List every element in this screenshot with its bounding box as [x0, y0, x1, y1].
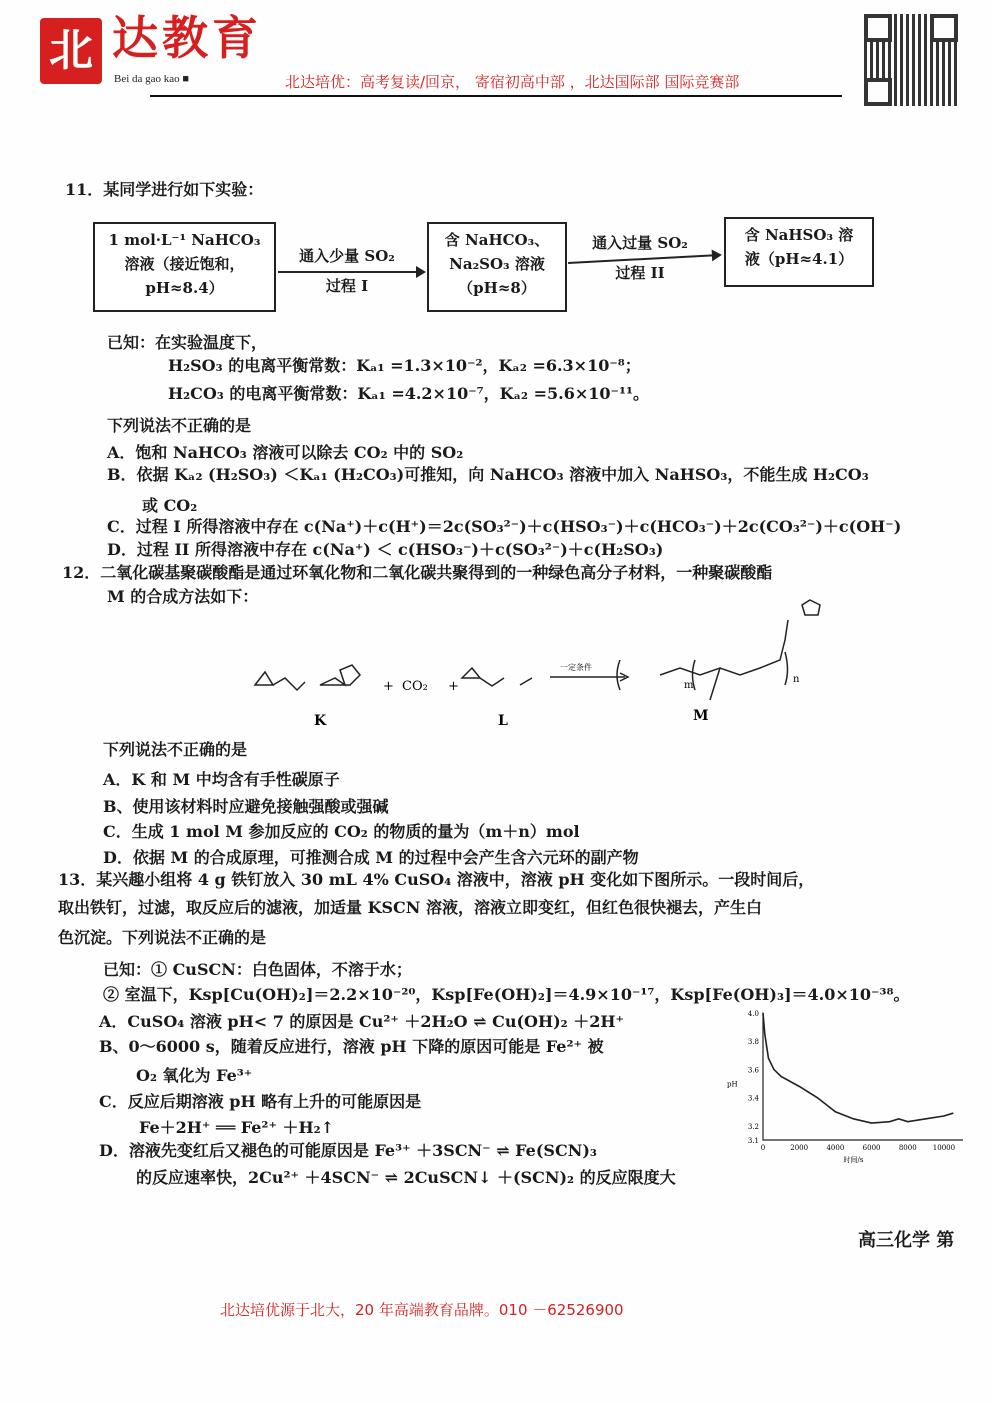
option-b-cont: O₂ 氧化为 Fe³⁺ — [136, 1066, 253, 1085]
ph-time-chart — [725, 1005, 975, 1170]
option-b-cont: 或 CO₂ — [142, 496, 198, 515]
data-point — [952, 1113, 953, 1114]
box-line: 1 mol·L⁻¹ NaHCO₃ — [108, 231, 261, 249]
arrow-process-1 — [278, 271, 424, 273]
x-axis-label: 时间/s — [843, 1156, 864, 1164]
question-13-stem-cont: 色沉淀。下列说法不正确的是 — [58, 928, 267, 947]
flow-box-3 — [724, 217, 874, 287]
x-tick-label: 6000 — [862, 1144, 881, 1152]
option-d: D．过程 II 所得溶液中存在 c(Na⁺) ＜ c(HSO₃⁻)＋c(SO₃²⁻)＋c(H₂SO₃) — [107, 540, 664, 559]
option-d: D．依据 M 的合成原理，可推测合成 M 的过程中会产生含六元环的副产物 — [103, 848, 639, 867]
data-point — [773, 1069, 774, 1070]
plus-sign: + — [448, 679, 459, 694]
label-M: M — [693, 708, 709, 724]
question-prompt: 下列说法不正确的是 — [107, 416, 252, 435]
data-point — [762, 1012, 763, 1013]
data-point — [898, 1118, 899, 1119]
subscript-n: n — [793, 674, 800, 685]
data-point — [768, 1058, 769, 1059]
flow-box-1 — [93, 222, 276, 312]
option-d: D．溶液先变红后又褪色的可能原因是 Fe³⁺ ＋3SCN⁻ ⇌ Fe(SCN)₃ — [99, 1141, 597, 1160]
x-tick-label: 4000 — [826, 1144, 845, 1152]
question-11-stem: 11．某同学进行如下实验： — [65, 180, 264, 199]
option-a: A．CuSO₄ 溶液 pH< 7 的原因是 Cu²⁺ ＋2H₂O ⇌ Cu(OH)₂ ＋2H⁺ — [99, 1012, 624, 1031]
option-c: C．生成 1 mol M 参加反应的 CO₂ 的物质的量为（m＋n）mol — [103, 822, 580, 841]
data-point — [889, 1121, 890, 1122]
x-tick-label: 10000 — [932, 1144, 956, 1152]
known-line: H₂SO₃ 的电离平衡常数：Kₐ₁ =1.3×10⁻²，Kₐ₂ =6.3×10⁻⁸； — [168, 356, 641, 375]
subscript-m: m — [684, 680, 694, 691]
box-line: 液（pH≈4.1） — [744, 250, 854, 268]
label-L: L — [498, 713, 508, 729]
data-point — [799, 1086, 800, 1087]
x-tick-label: 2000 — [790, 1144, 809, 1152]
data-point — [943, 1115, 944, 1116]
logo-text: 达教育 — [112, 11, 262, 65]
x-tick-label: 0 — [760, 1144, 766, 1152]
data-point — [780, 1076, 781, 1077]
box-line: pH≈8.4） — [145, 279, 224, 297]
footer-slogan: 北达培优源于北大，20 年高端教育品牌。010 －62526900 — [220, 1301, 624, 1319]
option-c: C．反应后期溶液 pH 略有上升的可能原因是 — [99, 1092, 422, 1111]
option-a: A．K 和 M 中均含有手性碳原子 — [103, 770, 340, 789]
qr-code-icon — [864, 14, 958, 106]
arrow-label: 通入过量 SO₂ — [592, 234, 688, 252]
box-line: 含 NaHCO₃、 — [444, 231, 550, 249]
y-tick-label: 3.8 — [747, 1038, 759, 1047]
molecule-K — [255, 665, 360, 690]
arrow-label: 过程 II — [615, 264, 665, 282]
box-line: 含 NaHSO₃ 溶 — [744, 226, 854, 244]
option-c-equation: Fe＋2H⁺ ══ Fe²⁺ ＋H₂↑ — [139, 1118, 334, 1137]
question-13-stem-cont: 取出铁钉，过滤，取反应后的滤液，加适量 KSCN 溶液，溶液立即变红，但红色很快褪去，产生白 — [58, 898, 762, 917]
known-conditions: 已知：在实验温度下， — [107, 333, 268, 352]
arrow-label: 通入少量 SO₂ — [299, 247, 395, 265]
question-12-stem-cont: M 的合成方法如下： — [107, 587, 259, 606]
data-point — [764, 1034, 765, 1035]
plus-sign: + — [383, 679, 394, 694]
co2-label: CO₂ — [402, 679, 428, 694]
y-tick-label: 4.0 — [747, 1010, 759, 1018]
question-13-stem: 13．某兴趣小组将 4 g 铁钉放入 30 mL 4% CuSO₄ 溶液中，溶液 pH 变化如下图所示。一段时间后， — [58, 870, 815, 889]
arrow-label: 过程 I — [325, 277, 369, 295]
question-12-stem: 12．二氧化碳基聚碳酸酯是通过环氧化物和二氧化碳共聚得到的一种绿色高分子材料，一种聚碳酸酯 — [62, 563, 773, 582]
y-tick-label: 3.1 — [747, 1137, 759, 1145]
header-slogan: 北达培优：高考复读/回京， 寄宿初高中部 ，北达国际部 国际竞赛部 — [285, 73, 740, 91]
flow-box-2 — [427, 222, 567, 312]
logo-char: 北 — [49, 25, 93, 76]
y-axis-label: pH — [727, 1080, 738, 1089]
box-line: 溶液（接近饱和， — [124, 255, 245, 273]
option-b: B、使用该材料时应避免接触强酸或强碱 — [103, 797, 389, 816]
molecule-M — [617, 600, 820, 700]
y-tick-label: 3.6 — [747, 1066, 759, 1075]
question-prompt: 下列说法不正确的是 — [103, 740, 248, 759]
data-point — [871, 1122, 872, 1123]
data-point — [925, 1118, 926, 1119]
box-line: Na₂SO₃ 溶液 — [449, 255, 545, 273]
option-b: B．依据 Kₐ₂ (H₂SO₃) ＜Kₐ₁ (H₂CO₃)可推知，向 NaHCO₃ 溶液中加入 NaHSO₃，不能生成 H₂CO₃ — [107, 465, 869, 484]
known-line: H₂CO₃ 的电离平衡常数：Kₐ₁ =4.2×10⁻⁷，Kₐ₂ =5.6×10⁻¹¹。 — [168, 384, 649, 403]
known-conditions: 已知：① CuSCN：白色固体，不溶于水； — [103, 960, 412, 979]
reaction-condition: 一定条件 — [560, 663, 592, 672]
label-K: K — [314, 713, 327, 729]
data-point — [907, 1121, 908, 1122]
ph-series-line — [763, 1013, 953, 1123]
known-line: ② 室温下，Ksp[Cu(OH)₂]＝2.2×10⁻²⁰，Ksp[Fe(OH)₂]＝4.9×10⁻¹⁷，Ksp[Fe(OH)₃]＝4.0×10⁻³⁸。 — [103, 985, 910, 1004]
option-a: A．饱和 NaHCO₃ 溶液可以除去 CO₂ 中的 SO₂ — [107, 443, 464, 462]
option-b: B、0～6000 s，随着反应进行，溶液 pH 下降的原因可能是 Fe²⁺ 被 — [99, 1037, 604, 1056]
data-point — [853, 1118, 854, 1119]
data-point — [835, 1111, 836, 1112]
option-c: C．过程 I 所得溶液中存在 c(Na⁺)＋c(H⁺)＝2c(SO₃²⁻)＋c(HSO₃⁻)＋c(HCO₃⁻)＋2c(CO₃²⁻)＋c(OH⁻) — [107, 517, 902, 536]
reaction-scheme — [240, 590, 830, 730]
logo-mark — [40, 18, 102, 84]
x-tick-label: 8000 — [898, 1144, 917, 1152]
header-divider — [150, 95, 842, 97]
y-tick-label: 3.2 — [747, 1122, 759, 1131]
data-point — [817, 1097, 818, 1098]
option-d-cont: 的反应速率快，2Cu²⁺ ＋4SCN⁻ ⇌ 2CuSCN↓ ＋(SCN)₂ 的反应限度大 — [136, 1168, 676, 1187]
molecule-L — [462, 668, 532, 686]
logo-subtitle: Bei da gao kao ■ — [114, 73, 190, 85]
y-tick-label: 3.4 — [747, 1094, 759, 1103]
box-line: （pH≈8） — [458, 279, 536, 297]
page-footer-label: 高三化学 第 — [858, 1230, 955, 1251]
